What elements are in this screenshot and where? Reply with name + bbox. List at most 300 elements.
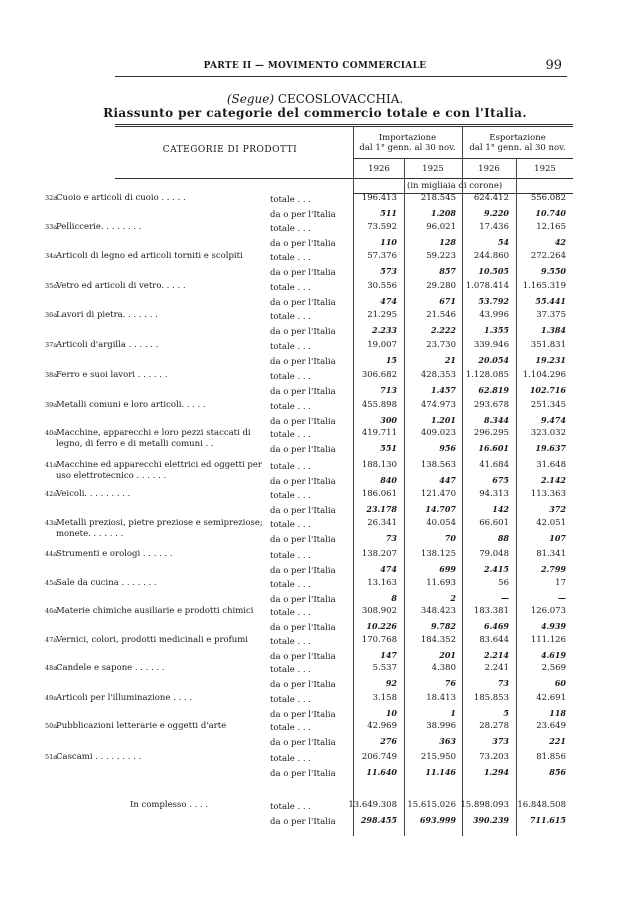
row-number: 39a xyxy=(45,401,58,409)
value-total: 215.950 xyxy=(420,752,456,762)
value-italy: 10 xyxy=(385,708,397,718)
value-total: 111.126 xyxy=(530,635,566,645)
value-italy: 21 xyxy=(444,355,456,365)
row-labels xyxy=(270,635,336,665)
value-italy: 5 xyxy=(503,708,509,718)
import-header: Importazione dal 1° genn. al 30 nov. xyxy=(359,133,456,153)
value-total: 296.295 xyxy=(473,428,509,438)
row-number: 32a xyxy=(45,194,58,202)
value-italy: 8.344 xyxy=(483,415,509,425)
value-italy: 60 xyxy=(554,678,566,688)
value-italy: 11.640 xyxy=(366,767,397,777)
row-number: 36a xyxy=(45,311,58,319)
value-italy: 201 xyxy=(439,650,456,660)
title-segue: (Segue) xyxy=(226,92,275,106)
row-category: Articoli per l'illuminazione . . . . xyxy=(56,693,193,703)
table-top-rule xyxy=(115,124,573,125)
value-italy: 107 xyxy=(549,533,566,543)
row-number: 50a xyxy=(45,722,58,730)
value-italy: 573 xyxy=(380,266,397,276)
label-italy: da o per l'Italia xyxy=(270,680,336,690)
value-italy: 11.146 xyxy=(425,767,456,777)
value-total: 26.341 xyxy=(367,518,397,528)
row-number: 44a xyxy=(45,550,58,558)
value-total: 244.860 xyxy=(473,251,509,261)
value-italy: 8 xyxy=(391,593,397,603)
value-total: 17 xyxy=(555,578,566,588)
table-top-rule-2 xyxy=(115,126,573,127)
value-italy: 9.550 xyxy=(540,266,566,276)
value-total: 38.996 xyxy=(426,721,456,731)
value-total: 30.556 xyxy=(367,281,397,291)
table-row xyxy=(0,663,630,693)
value-total: 138.207 xyxy=(361,549,397,559)
value-italy: 142 xyxy=(492,504,509,514)
label-italy: da o per l'Italia xyxy=(270,535,336,545)
table-row xyxy=(0,549,630,579)
value-total: 323.032 xyxy=(530,428,566,438)
row-labels xyxy=(270,578,336,608)
row-labels xyxy=(270,549,336,579)
value-italy: — xyxy=(501,593,509,603)
row-category: Metalli comuni e loro articoli. . . . . xyxy=(56,400,206,410)
value-total: 66.601 xyxy=(479,518,509,528)
value-total: 428.353 xyxy=(420,370,456,380)
value-italy: 4.939 xyxy=(540,621,566,631)
row-category: Macchine, apparecchi e loro pezzi staccati di legno, di ferro e di metalli comuni . . xyxy=(56,428,251,449)
page-number: 99 xyxy=(545,58,562,73)
table-row xyxy=(0,310,630,340)
value-italy: 128 xyxy=(439,237,456,247)
table-title xyxy=(0,92,630,106)
table-row xyxy=(0,489,630,519)
value-total: 57.376 xyxy=(367,251,397,261)
label-total: totale . . . xyxy=(270,462,311,472)
label-italy: da o per l'Italia xyxy=(270,445,336,455)
value-total: 184.352 xyxy=(420,635,456,645)
value-italy: 20.054 xyxy=(478,355,509,365)
row-number: 41a xyxy=(45,461,58,469)
value-italy: 92 xyxy=(385,678,397,688)
value-italy: 23.178 xyxy=(366,504,397,514)
label-total: totale . . . xyxy=(270,402,311,412)
value-italy: 110 xyxy=(380,237,397,247)
value-total: 4.380 xyxy=(431,663,456,673)
row-labels xyxy=(270,281,336,311)
value-italy: 1.384 xyxy=(540,325,566,335)
table-row xyxy=(0,606,630,636)
row-number: 49a xyxy=(45,694,58,702)
table-row xyxy=(0,752,630,782)
row-category: Vernici, colori, prodotti medicinali e profumi xyxy=(56,635,249,645)
row-category: Articoli d'argilla . . . . . . xyxy=(56,340,159,350)
value-total: 624.412 xyxy=(473,193,509,203)
value-total: 79.048 xyxy=(479,549,509,559)
value-italy: 76 xyxy=(444,678,456,688)
value-total: 351.831 xyxy=(530,340,566,350)
total-value: 16.848.508 xyxy=(517,800,566,810)
value-italy: 4.619 xyxy=(540,650,566,660)
row-labels xyxy=(270,663,336,693)
label-total: totale . . . xyxy=(270,695,311,705)
row-labels xyxy=(270,460,336,490)
value-italy: 62.819 xyxy=(478,385,509,395)
row-labels xyxy=(270,193,336,223)
label-italy: da o per l'Italia xyxy=(270,357,336,367)
label-total: totale . . . xyxy=(270,802,311,812)
year-import-1925: 1925 xyxy=(422,164,444,174)
value-total: 29.280 xyxy=(426,281,456,291)
value-total: 138.563 xyxy=(420,460,456,470)
value-total: 272.264 xyxy=(530,251,566,261)
value-italy: 2.222 xyxy=(430,325,456,335)
value-total: 17.436 xyxy=(479,222,509,232)
table-row xyxy=(0,340,630,370)
value-italy: 55.441 xyxy=(535,296,566,306)
running-title: PARTE II — MOVIMENTO COMMERCIALE xyxy=(203,61,427,71)
value-italy: 2.233 xyxy=(371,325,397,335)
value-total: 96.021 xyxy=(426,222,456,232)
year-export-1925: 1925 xyxy=(534,164,556,174)
value-total: 59.223 xyxy=(426,251,456,261)
label-italy: da o per l'Italia xyxy=(270,327,336,337)
row-category: Cascami . . . . . . . . . xyxy=(56,752,142,762)
value-total: 186.061 xyxy=(361,489,397,499)
value-total: 293.678 xyxy=(473,400,509,410)
row-labels xyxy=(270,800,336,830)
value-total: 73.592 xyxy=(367,222,397,232)
value-total: 113.363 xyxy=(530,489,566,499)
row-category: Metalli preziosi, pietre preziose e semipreziose; monete. . . . . . . xyxy=(56,518,263,539)
label-italy: da o per l'Italia xyxy=(270,477,336,487)
value-italy: 73 xyxy=(385,533,397,543)
value-italy: 14.707 xyxy=(425,504,456,514)
value-total: 19.007 xyxy=(367,340,397,350)
value-italy: 276 xyxy=(380,736,397,746)
value-total: 5.537 xyxy=(372,663,397,673)
year-import-1926: 1926 xyxy=(368,164,390,174)
value-total: 348.423 xyxy=(420,606,456,616)
value-italy: 10.740 xyxy=(535,208,566,218)
row-labels xyxy=(270,340,336,370)
label-total: totale . . . xyxy=(270,195,311,205)
value-italy: 447 xyxy=(439,475,456,485)
row-category: Pubblicazioni letterarie e oggetti d'arte xyxy=(56,721,227,731)
label-italy: da o per l'Italia xyxy=(270,595,336,605)
label-italy: da o per l'Italia xyxy=(270,769,336,779)
unit-note: (in migliaia di corone) xyxy=(407,181,503,191)
table-row xyxy=(0,400,630,430)
table-row xyxy=(0,428,630,458)
table-row xyxy=(0,635,630,665)
label-italy: da o per l'Italia xyxy=(270,417,336,427)
value-italy: — xyxy=(558,593,566,603)
value-total: 1.165.319 xyxy=(522,281,566,291)
value-total: 196.413 xyxy=(361,193,397,203)
row-labels xyxy=(270,489,336,519)
row-category: Articoli di legno ed articoli torniti e scolpiti xyxy=(56,251,243,261)
row-labels xyxy=(270,518,336,548)
value-total: 13.163 xyxy=(367,578,397,588)
value-italy: 2.415 xyxy=(483,564,509,574)
value-total: 185.853 xyxy=(473,693,509,703)
label-italy: da o per l'Italia xyxy=(270,817,336,827)
row-category: Vetro ed articoli di vetro. . . . . xyxy=(56,281,186,291)
value-italy: 1.294 xyxy=(483,767,509,777)
value-total: 83.644 xyxy=(479,635,509,645)
total-row xyxy=(0,800,630,830)
label-italy: da o per l'Italia xyxy=(270,387,336,397)
value-italy: 9.474 xyxy=(540,415,566,425)
total-italy-value: 390.239 xyxy=(472,815,509,825)
value-italy: 713 xyxy=(380,385,397,395)
value-total: 31.648 xyxy=(536,460,566,470)
value-italy: 15 xyxy=(385,355,397,365)
value-total: 138.125 xyxy=(420,549,456,559)
label-total: totale . . . xyxy=(270,637,311,647)
row-category: Materie chimiche ausiliarie e prodotti chimici xyxy=(56,606,254,616)
row-category: Ferro e suoi lavori . . . . . . xyxy=(56,370,168,380)
row-number: 35a xyxy=(45,282,58,290)
table-subtitle: Riassunto per categorie del commercio totale e con l'Italia. xyxy=(103,106,527,120)
value-italy: 2.142 xyxy=(540,475,566,485)
value-italy: 2 xyxy=(450,593,456,603)
total-italy-value: 298.455 xyxy=(360,815,397,825)
value-italy: 856 xyxy=(549,767,566,777)
year-export-1926: 1926 xyxy=(478,164,500,174)
value-italy: 6.469 xyxy=(483,621,509,631)
value-italy: 70 xyxy=(444,533,456,543)
value-italy: 363 xyxy=(439,736,456,746)
table-row xyxy=(0,460,630,490)
value-total: 23.649 xyxy=(536,721,566,731)
value-italy: 675 xyxy=(492,475,509,485)
value-total: 409.023 xyxy=(420,428,456,438)
value-italy: 2.799 xyxy=(540,564,566,574)
value-total: 42.051 xyxy=(536,518,566,528)
row-number: 46a xyxy=(45,607,58,615)
value-total: 251.345 xyxy=(530,400,566,410)
row-labels xyxy=(270,370,336,400)
export-header: Esportazione dal 1° genn. al 30 nov. xyxy=(469,133,566,153)
row-labels xyxy=(270,606,336,636)
value-italy: 10.505 xyxy=(478,266,509,276)
value-total: 18.413 xyxy=(426,693,456,703)
label-italy: da o per l'Italia xyxy=(270,652,336,662)
table-row xyxy=(0,281,630,311)
value-total: 28.278 xyxy=(479,721,509,731)
label-total: totale . . . xyxy=(270,283,311,293)
value-italy: 372 xyxy=(549,504,566,514)
value-italy: 42 xyxy=(554,237,566,247)
label-total: totale . . . xyxy=(270,430,311,440)
row-number: 33a xyxy=(45,223,58,231)
value-total: 556.082 xyxy=(530,193,566,203)
value-total: 121.470 xyxy=(420,489,456,499)
value-italy: 956 xyxy=(439,443,456,453)
value-italy: 221 xyxy=(549,736,566,746)
label-total: totale . . . xyxy=(270,372,311,382)
title-country: CECOSLOVACCHIA. xyxy=(277,92,404,106)
table-row xyxy=(0,721,630,751)
value-italy: 118 xyxy=(549,708,566,718)
category-header: CATEGORIE DI PRODOTTI xyxy=(162,145,298,155)
row-number: 48a xyxy=(45,664,58,672)
value-italy: 53.792 xyxy=(478,296,509,306)
row-category: Veicoli. . . . . . . . . xyxy=(56,489,131,499)
label-total: totale . . . xyxy=(270,312,311,322)
value-italy: 1.355 xyxy=(483,325,509,335)
value-total: 183.381 xyxy=(473,606,509,616)
value-total: 73.203 xyxy=(479,752,509,762)
value-italy: 2.214 xyxy=(483,650,509,660)
row-labels xyxy=(270,251,336,281)
value-total: 188.130 xyxy=(361,460,397,470)
value-italy: 1.457 xyxy=(430,385,456,395)
value-italy: 840 xyxy=(380,475,397,485)
label-italy: da o per l'Italia xyxy=(270,738,336,748)
row-labels xyxy=(270,310,336,340)
value-italy: 9.782 xyxy=(430,621,456,631)
total-italy-value: 693.999 xyxy=(419,815,456,825)
value-italy: 1.208 xyxy=(430,208,456,218)
value-total: 419.711 xyxy=(361,428,397,438)
label-total: totale . . . xyxy=(270,491,311,501)
value-italy: 102.716 xyxy=(529,385,566,395)
value-italy: 9.220 xyxy=(483,208,509,218)
table-row xyxy=(0,518,630,548)
page-header xyxy=(0,58,630,74)
value-total: 3.158 xyxy=(372,693,397,703)
value-total: 308.902 xyxy=(361,606,397,616)
value-total: 21.546 xyxy=(426,310,456,320)
value-italy: 671 xyxy=(439,296,456,306)
value-italy: 474 xyxy=(380,296,397,306)
value-italy: 300 xyxy=(380,415,397,425)
row-category: Macchine ed apparecchi elettrici ed oggetti per uso elettrotecnico . . . . . . xyxy=(56,460,262,481)
label-italy: da o per l'Italia xyxy=(270,298,336,308)
value-total: 40.054 xyxy=(426,518,456,528)
row-category: Sale da cucina . . . . . . . xyxy=(56,578,157,588)
table-row xyxy=(0,193,630,223)
label-italy: da o per l'Italia xyxy=(270,268,336,278)
total-label: In complesso . . . . xyxy=(130,800,209,810)
total-value: 15.615.026 xyxy=(407,800,456,810)
value-total: 1.104.296 xyxy=(522,370,566,380)
row-number: 38a xyxy=(45,371,58,379)
row-category: Candele e sapone . . . . . . xyxy=(56,663,165,673)
value-total: 339.946 xyxy=(473,340,509,350)
label-total: totale . . . xyxy=(270,608,311,618)
value-total: 2.569 xyxy=(541,663,566,673)
value-total: 81.341 xyxy=(536,549,566,559)
value-total: 474.973 xyxy=(420,400,456,410)
row-labels xyxy=(270,400,336,430)
value-total: 23.730 xyxy=(426,340,456,350)
value-italy: 551 xyxy=(380,443,397,453)
row-number: 45a xyxy=(45,579,58,587)
row-category: Cuoio e articoli di cuoio . . . . . xyxy=(56,193,186,203)
label-total: totale . . . xyxy=(270,551,311,561)
table-row xyxy=(0,251,630,281)
row-number: 51a xyxy=(45,753,58,761)
value-total: 11.693 xyxy=(426,578,456,588)
header-rule xyxy=(115,76,567,77)
total-italy-value: 711.615 xyxy=(529,815,566,825)
value-total: 12.165 xyxy=(536,222,566,232)
row-labels xyxy=(270,222,336,252)
label-total: totale . . . xyxy=(270,342,311,352)
label-total: totale . . . xyxy=(270,224,311,234)
value-total: 37.375 xyxy=(536,310,566,320)
value-italy: 19.637 xyxy=(535,443,566,453)
value-total: 206.749 xyxy=(361,752,397,762)
label-italy: da o per l'Italia xyxy=(270,623,336,633)
value-total: 41.684 xyxy=(479,460,509,470)
value-total: 43.996 xyxy=(479,310,509,320)
row-labels xyxy=(270,693,336,723)
value-italy: 54 xyxy=(497,237,509,247)
year-rule xyxy=(353,158,573,159)
label-total: totale . . . xyxy=(270,580,311,590)
value-total: 218.545 xyxy=(420,193,456,203)
row-number: 42a xyxy=(45,490,58,498)
label-italy: da o per l'Italia xyxy=(270,506,336,516)
value-italy: 19.231 xyxy=(535,355,566,365)
label-total: totale . . . xyxy=(270,665,311,675)
value-italy: 373 xyxy=(492,736,509,746)
value-italy: 511 xyxy=(380,208,397,218)
row-labels xyxy=(270,428,336,458)
value-total: 81.856 xyxy=(536,752,566,762)
value-total: 42.969 xyxy=(367,721,397,731)
table-row xyxy=(0,370,630,400)
value-italy: 10.226 xyxy=(366,621,397,631)
label-italy: da o per l'Italia xyxy=(270,710,336,720)
row-number: 37a xyxy=(45,341,58,349)
value-italy: 73 xyxy=(497,678,509,688)
label-total: totale . . . xyxy=(270,520,311,530)
row-number: 47a xyxy=(45,636,58,644)
value-total: 21.295 xyxy=(367,310,397,320)
label-total: totale . . . xyxy=(270,723,311,733)
value-total: 170.768 xyxy=(361,635,397,645)
label-italy: da o per l'Italia xyxy=(270,239,336,249)
value-total: 306.682 xyxy=(361,370,397,380)
total-value: 13.649.308 xyxy=(348,800,397,810)
value-italy: 16.601 xyxy=(478,443,509,453)
row-category: Pelliccerie. . . . . . . . xyxy=(56,222,142,232)
value-total: 455.898 xyxy=(361,400,397,410)
value-italy: 699 xyxy=(439,564,456,574)
value-italy: 1 xyxy=(450,708,456,718)
value-italy: 857 xyxy=(439,266,456,276)
value-total: 56 xyxy=(498,578,509,588)
value-total: 1.128.085 xyxy=(465,370,509,380)
table-row xyxy=(0,693,630,723)
total-value: 15.898.093 xyxy=(460,800,509,810)
row-labels xyxy=(270,752,336,782)
header-bottom-rule xyxy=(115,178,573,179)
row-category: Lavori di pietra. . . . . . . xyxy=(56,310,158,320)
value-total: 94.313 xyxy=(479,489,509,499)
row-number: 40a xyxy=(45,429,58,437)
label-total: totale . . . xyxy=(270,253,311,263)
row-category: Strumenti e orologi . . . . . . xyxy=(56,549,173,559)
value-italy: 1.201 xyxy=(430,415,456,425)
row-number: 34a xyxy=(45,252,58,260)
value-total: 126.073 xyxy=(530,606,566,616)
